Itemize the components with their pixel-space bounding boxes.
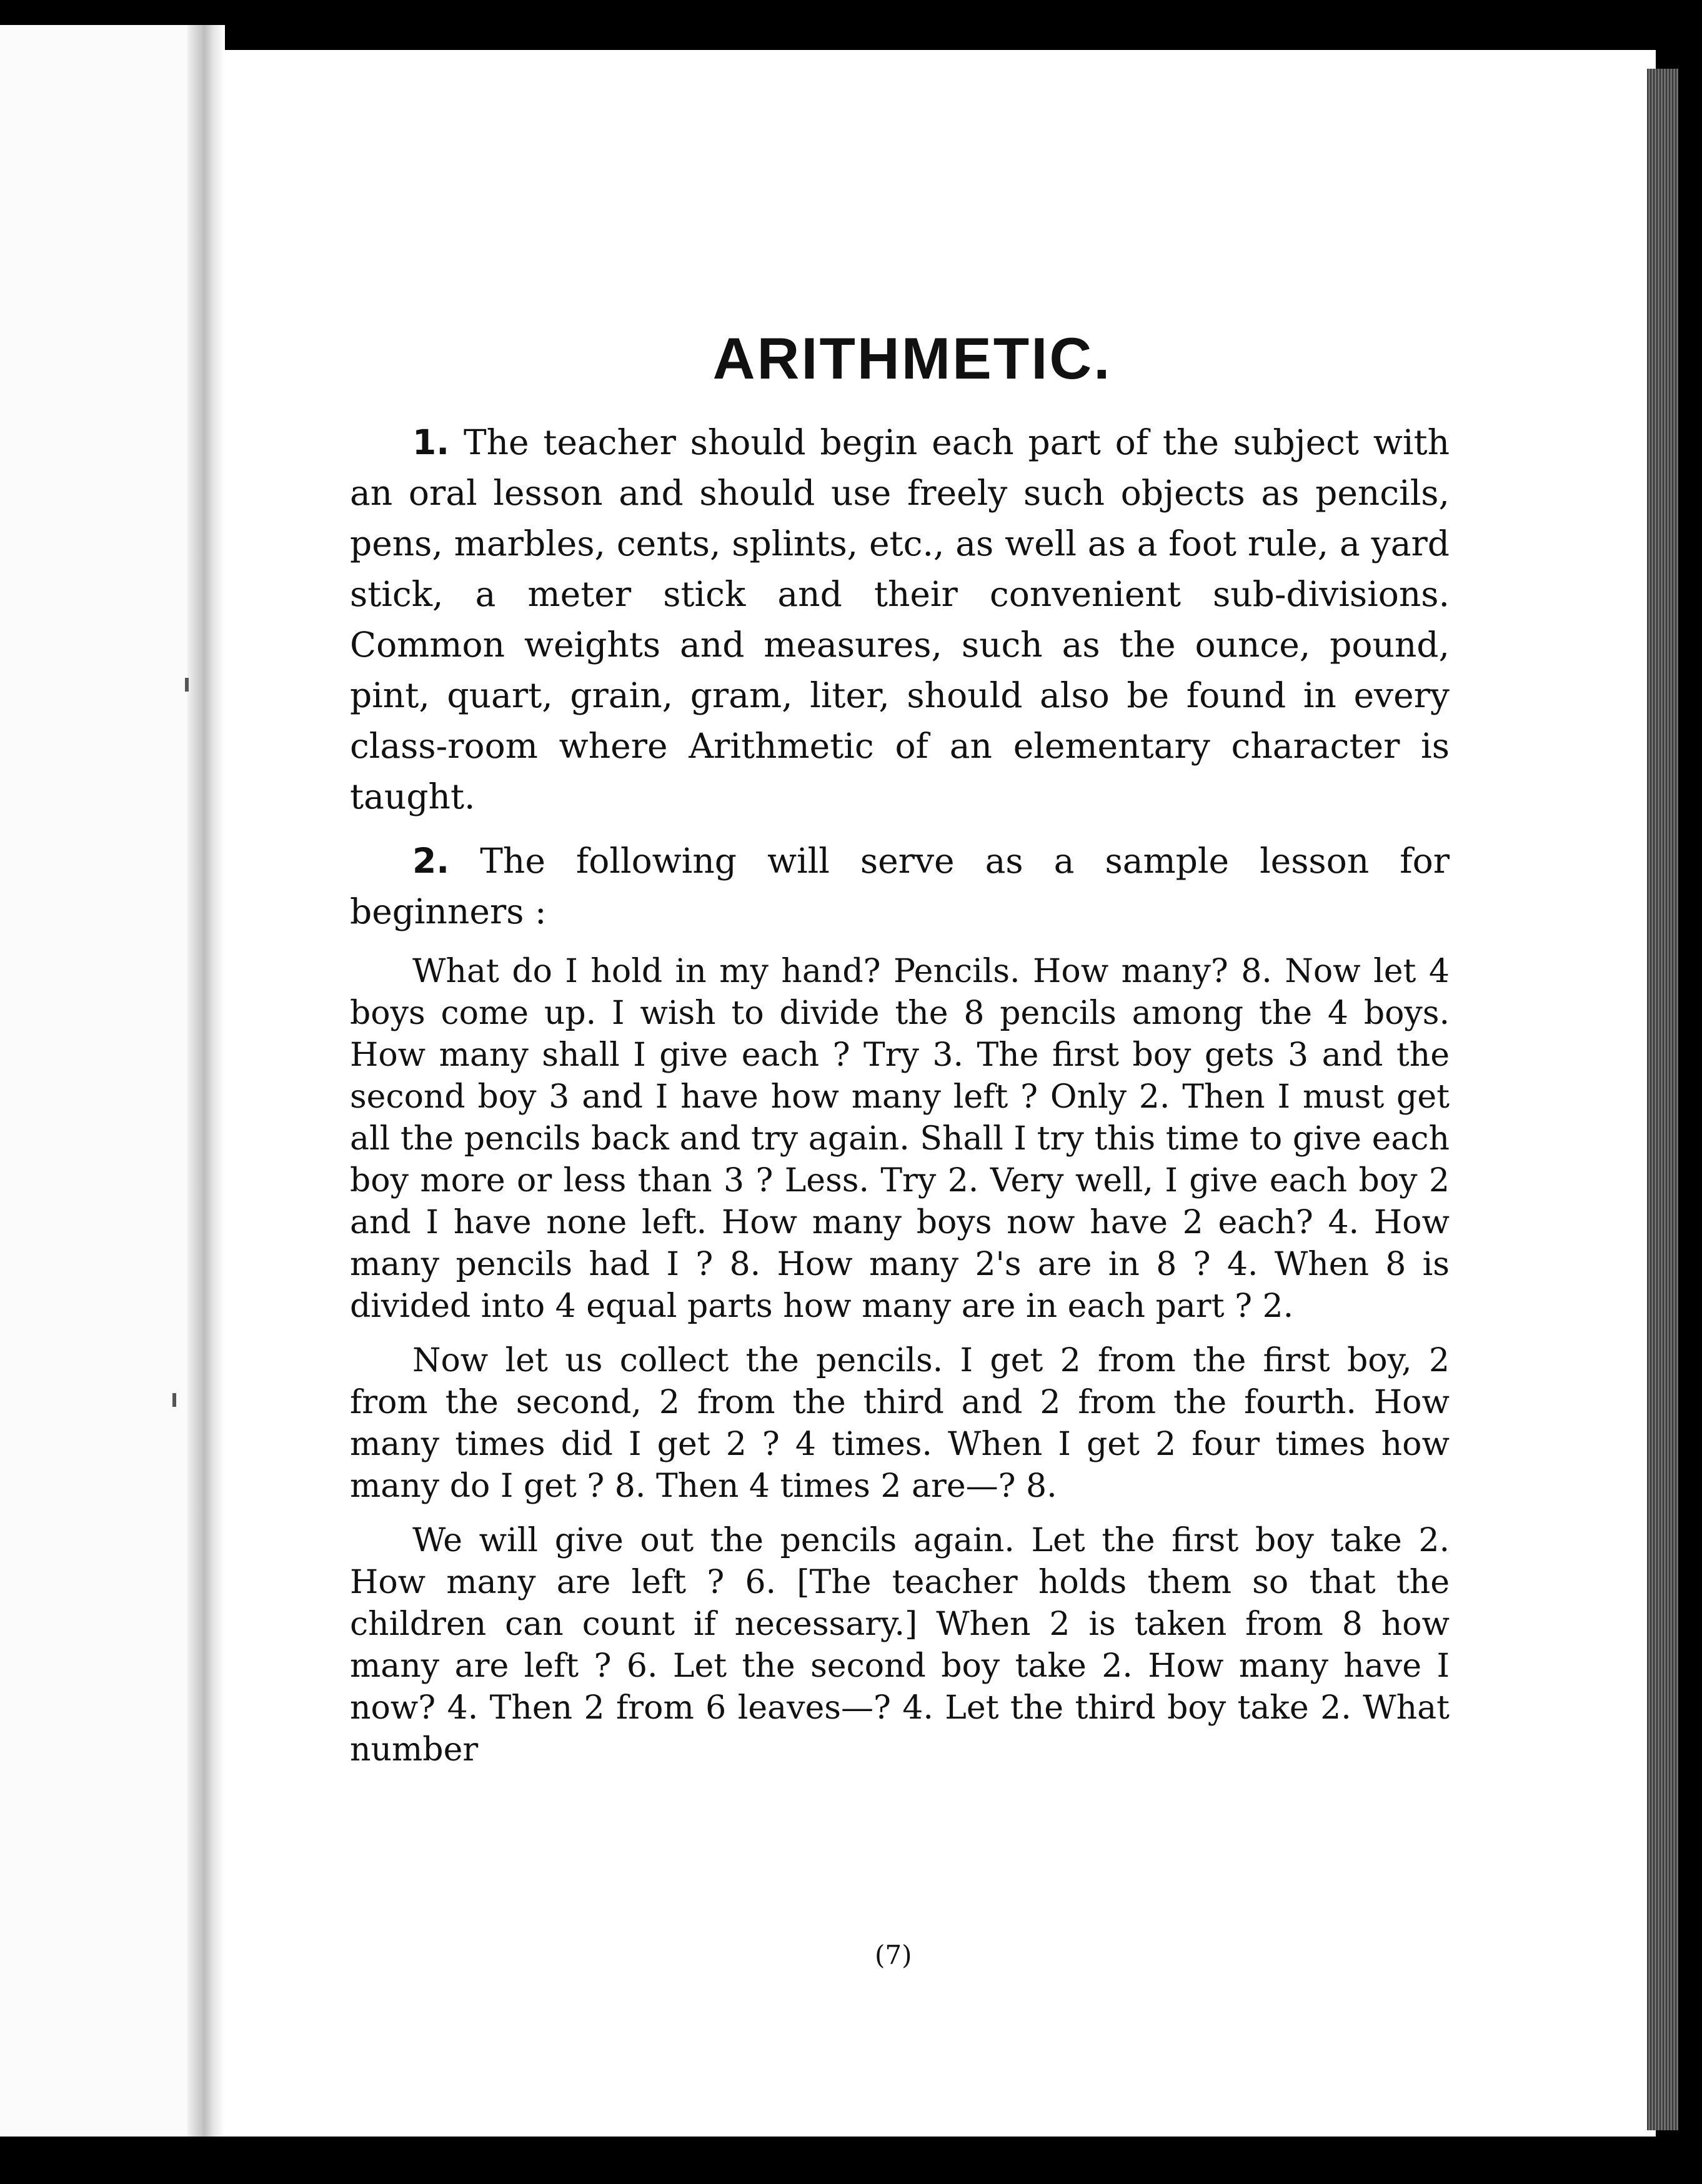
page-number: (7) bbox=[875, 1940, 912, 1970]
lesson-paragraph: We will give out the pencils again. Let the first boy take 2. How many are left ? 6. [The teacher holds them so that the children can count if necessary.] When 2 is taken from 8 how many are left ? 6. Let the second boy take 2. How many have I now? 4. Then 2 from 6 leaves—? 4. Let the third boy take 2. What number bbox=[350, 1522, 1450, 1769]
section-text: The teacher should begin each part of the subject with an oral lesson and should use freely such objects as pencils, pens, marbles, cents, splints, etc., as well as a foot rule, a yard stick, a meter stick and their convenient sub-divisions. Common weights and measures, such as the ounce, pound, pint, quart, grain, gram, liter, should also be found in every class-room where Arithmetic of an elementary character is taught. bbox=[350, 422, 1450, 817]
section-text: The following will serve as a sample lesson for beginners : bbox=[350, 841, 1450, 931]
section-number: 1. bbox=[412, 422, 450, 462]
scan-bottom-border bbox=[0, 2137, 1702, 2184]
lesson-paragraph: What do I hold in my hand? Pencils. How many? 8. Now let 4 boys come up. I wish to divide the 8 pencils among the 4 boys. How many shall I give each ? Try 3. The first boy gets 3 and the second boy 3 and I have how many left ? Only 2. Then I must get all the pencils back and try again. Shall I try this time to give each boy more or less than 3 ? Less. Try 2. Very well, I give each boy 2 and I have none left. How many boys now have 2 each? 4. How many pencils had I ? 8. How many 2's are in 8 ? 4. When 8 is divided into 4 equal parts how many are in each part ? 2. bbox=[350, 953, 1450, 1325]
page-text bbox=[350, 325, 1450, 1784]
left-page-leaf bbox=[0, 25, 214, 2162]
lesson-paragraph: Now let us collect the pencils. I get 2 from the first boy, 2 from the second, 2 from the third and 2 from the fourth. How many times did I get 2 ? 4 times. When I get 2 four times how many do I get ? 8. Then 4 times 2 are—? 8. bbox=[350, 1342, 1450, 1505]
book-gutter bbox=[187, 25, 225, 2162]
section-1 bbox=[350, 417, 1450, 822]
leaf-mark bbox=[185, 678, 189, 692]
scan-top-border bbox=[0, 0, 1702, 50]
section-2 bbox=[350, 836, 1450, 937]
page-edge-stack bbox=[1647, 69, 1678, 2130]
leaf-mark bbox=[172, 1393, 176, 1407]
section-number: 2. bbox=[412, 841, 450, 881]
page-title: ARITHMETIC. bbox=[712, 325, 1112, 391]
